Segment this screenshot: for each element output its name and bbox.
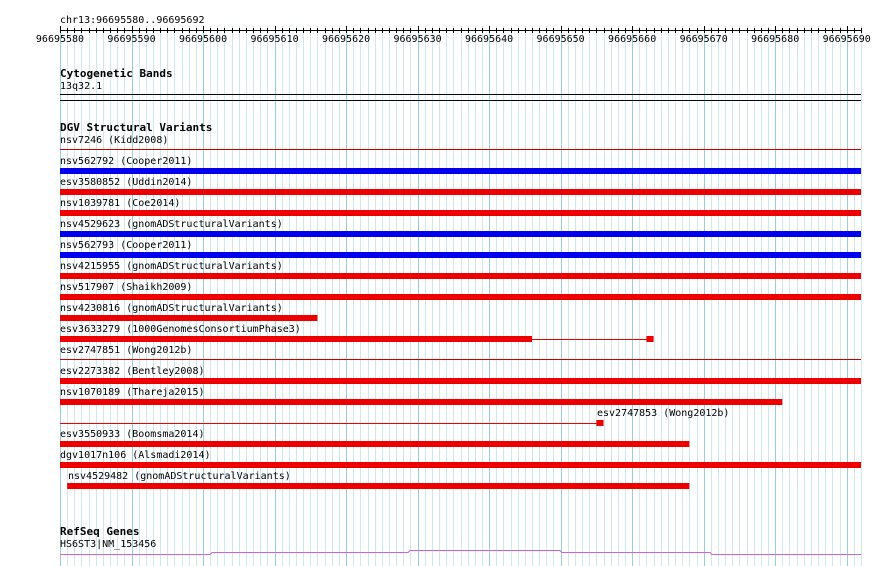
ruler-tick-label: 96695600: [178, 34, 228, 45]
ruler-tick-label: 96695640: [465, 34, 514, 45]
dgv-variant-bar: [60, 441, 689, 447]
dgv-variant-bar: [60, 294, 861, 300]
dgv-variant-label[interactable]: esv2747853 (Wong2012b): [597, 408, 730, 419]
dgv-variant-label[interactable]: nsv7246 (Kidd2008): [60, 135, 169, 146]
refseq-gene-label[interactable]: HS6ST3|NM_153456: [60, 539, 157, 550]
ruler-tick-label: 96695650: [536, 34, 585, 45]
dgv-variant-label[interactable]: nsv562793 (Cooper2011): [60, 240, 193, 251]
dgv-variant-label[interactable]: esv3633279 (1000GenomesConsortiumPhase3): [60, 324, 301, 335]
dgv-variant-bar: [60, 252, 861, 258]
dgv-variant-label[interactable]: nsv4529482 (gnomADStructuralVariants): [68, 471, 291, 482]
dgv-variant-bar: [60, 315, 317, 321]
dgv-variant-bar: [60, 273, 861, 279]
cytoband-label[interactable]: 13q32.1: [60, 81, 103, 92]
dgv-variant-label[interactable]: nsv4215955 (gnomADStructuralVariants): [60, 261, 283, 272]
ruler-tick-label: 96695660: [608, 34, 657, 45]
dgv-variant-bar: [60, 231, 861, 237]
ruler-tick-label: 96695690: [822, 34, 871, 45]
refseq-track-title[interactable]: RefSeq Genes: [60, 525, 140, 538]
ruler-tick-label: 96695610: [250, 34, 299, 45]
dgv-variant-label[interactable]: nsv517907 (Shaikh2009): [60, 282, 193, 293]
ruler-tick-label: 96695580: [35, 34, 85, 45]
dgv-variant-label[interactable]: dgv1017n106 (Alsmadi2014): [60, 450, 211, 461]
cytoband-track-title[interactable]: Cytogenetic Bands: [60, 67, 173, 80]
dgv-variant-bar: [60, 149, 861, 150]
dgv-variant-bar: [646, 336, 653, 342]
dgv-track-title[interactable]: DGV Structural Variants: [60, 121, 213, 134]
dgv-variant-bar: [60, 210, 861, 216]
dgv-variant-bar: [60, 189, 861, 195]
dgv-variant-bar: [596, 420, 603, 426]
dgv-variant-label[interactable]: esv2747851 (Wong2012b): [60, 345, 193, 356]
dgv-variant-label[interactable]: nsv1039781 (Coe2014): [60, 198, 181, 209]
dgv-variant-label[interactable]: esv3550933 (Boomsma2014): [60, 429, 205, 440]
dgv-variant-label[interactable]: esv3580852 (Uddin2014): [60, 177, 193, 188]
dgv-variant-bar: [60, 168, 861, 174]
ruler-tick-label: 96695680: [751, 34, 800, 45]
dgv-variant-bar: [60, 336, 532, 342]
ruler-tick-label: 96695670: [679, 34, 728, 45]
dgv-variant-bar: [67, 483, 689, 489]
ruler: [60, 26, 862, 33]
dgv-variant-bar: [60, 359, 861, 360]
ruler-tick-label: 96695590: [107, 34, 156, 45]
dgv-variant-label[interactable]: nsv4230816 (gnomADStructuralVariants): [60, 303, 283, 314]
dgv-variant-bar: [60, 378, 861, 384]
dgv-variant-bar: [60, 399, 782, 405]
dgv-variant-label[interactable]: nsv4529623 (gnomADStructuralVariants): [60, 219, 283, 230]
dgv-variant-label[interactable]: nsv1070189 (Thareja2015): [60, 387, 205, 398]
ruler-tick-label: 96695630: [393, 34, 442, 45]
dgv-variant-bar: [60, 462, 861, 468]
ruler-tick-label: 96695620: [321, 34, 371, 45]
locus-label: chr13:96695580..96695692: [60, 15, 205, 26]
dgv-variant-label[interactable]: nsv562792 (Cooper2011): [60, 156, 193, 167]
refseq-gene-line: [60, 551, 861, 555]
dgv-variant-label[interactable]: esv2273382 (Bentley2008): [60, 366, 205, 377]
